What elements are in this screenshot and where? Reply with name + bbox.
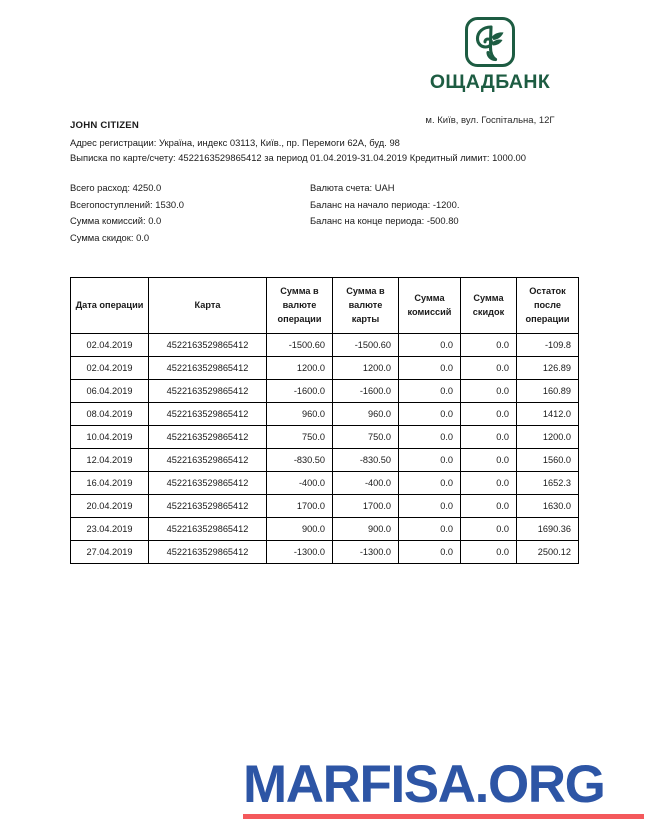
- watermark-text: MARFISA.ORG: [243, 755, 605, 814]
- customer-name: JOHN CITIZEN: [70, 120, 140, 131]
- cell-fee: 0.0: [399, 495, 461, 518]
- column-header-balance-after: Остаток после операции: [517, 278, 579, 334]
- customer-registration-address: Адрес регистрации: Україна, индекс 03113, Київ., пр. Перемоги 62А, буд. 98: [70, 137, 400, 148]
- transactions-table-body: [71, 334, 579, 564]
- cell-card: 4522163529865412: [149, 380, 267, 403]
- cell-balance: -109.8: [517, 334, 579, 357]
- cell-card: 4522163529865412: [149, 518, 267, 541]
- cell-discount: 0.0: [461, 380, 517, 403]
- watermark: [243, 755, 645, 819]
- table-row: [71, 449, 579, 472]
- table-row: [71, 380, 579, 403]
- cell-amount-operation: -1500.60: [267, 334, 333, 357]
- column-header-date: Дата операции: [71, 278, 149, 334]
- cell-fee: 0.0: [399, 426, 461, 449]
- cell-amount-operation: 960.0: [267, 403, 333, 426]
- cell-amount-card: 1700.0: [333, 495, 399, 518]
- table-row: [71, 472, 579, 495]
- column-header-amount-operation-currency: Сумма в валюте операции: [267, 278, 333, 334]
- column-header-amount-card-currency: Сумма в валюте карты: [333, 278, 399, 334]
- table-row: [71, 518, 579, 541]
- column-header-discount: Сумма скидок: [461, 278, 517, 334]
- cell-fee: 0.0: [399, 380, 461, 403]
- bank-address: м. Київ, вул. Госпітальна, 12Г: [425, 115, 555, 126]
- cell-date: 20.04.2019: [71, 495, 149, 518]
- cell-card: 4522163529865412: [149, 449, 267, 472]
- bank-name: ОЩАДБАНК: [429, 71, 551, 93]
- cell-card: 4522163529865412: [149, 426, 267, 449]
- cell-discount: 0.0: [461, 426, 517, 449]
- cell-amount-card: 960.0: [333, 403, 399, 426]
- cell-fee: 0.0: [399, 449, 461, 472]
- table-row: [71, 403, 579, 426]
- cell-date: 23.04.2019: [71, 518, 149, 541]
- cell-amount-operation: 750.0: [267, 426, 333, 449]
- statement-period-line: Выписка по карте/счету: 4522163529865412 за период 01.04.2019-31.04.2019 Кредитный лимит: 1000.00: [70, 152, 526, 164]
- cell-discount: 0.0: [461, 449, 517, 472]
- summary-opening-balance: Баланс на начало периода: -1200.: [310, 198, 460, 210]
- summary-column-right: [310, 180, 590, 247]
- cell-date: 02.04.2019: [71, 357, 149, 380]
- table-header-row: [71, 278, 579, 334]
- cell-fee: 0.0: [399, 518, 461, 541]
- cell-amount-operation: -830.50: [267, 449, 333, 472]
- cell-discount: 0.0: [461, 495, 517, 518]
- cell-fee: 0.0: [399, 472, 461, 495]
- cell-date: 10.04.2019: [71, 426, 149, 449]
- column-header-fee: Сумма комиссий: [399, 278, 461, 334]
- cell-amount-operation: 1700.0: [267, 495, 333, 518]
- cell-amount-operation: -1600.0: [267, 380, 333, 403]
- summary-column-left: [70, 180, 310, 247]
- cell-fee: 0.0: [399, 334, 461, 357]
- cell-date: 02.04.2019: [71, 334, 149, 357]
- cell-date: 12.04.2019: [71, 449, 149, 472]
- cell-discount: 0.0: [461, 334, 517, 357]
- summary-account-currency: Валюта счета: UAH: [310, 182, 395, 193]
- cell-fee: 0.0: [399, 541, 461, 564]
- cell-discount: 0.0: [461, 541, 517, 564]
- cell-balance: 2500.12: [517, 541, 579, 564]
- table-row: [71, 495, 579, 518]
- cell-amount-card: -1500.60: [333, 334, 399, 357]
- cell-amount-operation: 1200.0: [267, 357, 333, 380]
- summary-total-income: Всегопоступлений: 1530.0: [70, 198, 184, 210]
- cell-date: 27.04.2019: [71, 541, 149, 564]
- cell-balance: 1200.0: [517, 426, 579, 449]
- cell-amount-card: -400.0: [333, 472, 399, 495]
- cell-amount-operation: -1300.0: [267, 541, 333, 564]
- cell-amount-card: 1200.0: [333, 357, 399, 380]
- cell-card: 4522163529865412: [149, 357, 267, 380]
- cell-card: 4522163529865412: [149, 495, 267, 518]
- cell-amount-card: -830.50: [333, 449, 399, 472]
- cell-amount-card: -1600.0: [333, 380, 399, 403]
- cell-card: 4522163529865412: [149, 334, 267, 357]
- transactions-table-wrapper: [70, 277, 578, 564]
- cell-balance: 1690.36: [517, 518, 579, 541]
- cell-balance: 160.89: [517, 380, 579, 403]
- table-row: [71, 426, 579, 449]
- table-row: [71, 357, 579, 380]
- summary-closing-balance: Баланс на конце периода: -500.80: [310, 215, 459, 227]
- cell-amount-card: -1300.0: [333, 541, 399, 564]
- cell-card: 4522163529865412: [149, 472, 267, 495]
- summary-total-fees: Сумма комиссий: 0.0: [70, 215, 162, 227]
- oschadbank-leaf-logo-icon: [464, 16, 516, 68]
- cell-card: 4522163529865412: [149, 403, 267, 426]
- customer-header: [70, 120, 590, 165]
- cell-amount-card: 750.0: [333, 426, 399, 449]
- cell-amount-operation: 900.0: [267, 518, 333, 541]
- summary-total-discounts: Сумма скидок: 0.0: [70, 232, 150, 244]
- bank-branding: [390, 16, 590, 93]
- column-header-card: Карта: [149, 278, 267, 334]
- cell-amount-card: 900.0: [333, 518, 399, 541]
- cell-balance: 1560.0: [517, 449, 579, 472]
- summary-total-expense: Всего расход: 4250.0: [70, 182, 162, 193]
- cell-balance: 1412.0: [517, 403, 579, 426]
- cell-discount: 0.0: [461, 403, 517, 426]
- table-row: [71, 334, 579, 357]
- cell-discount: 0.0: [461, 357, 517, 380]
- cell-card: 4522163529865412: [149, 541, 267, 564]
- summary-section: [70, 180, 590, 247]
- cell-balance: 1652.3: [517, 472, 579, 495]
- cell-balance: 126.89: [517, 357, 579, 380]
- cell-date: 08.04.2019: [71, 403, 149, 426]
- transactions-table: [70, 277, 579, 564]
- cell-fee: 0.0: [399, 357, 461, 380]
- cell-amount-operation: -400.0: [267, 472, 333, 495]
- cell-discount: 0.0: [461, 518, 517, 541]
- cell-balance: 1630.0: [517, 495, 579, 518]
- table-row: [71, 541, 579, 564]
- cell-fee: 0.0: [399, 403, 461, 426]
- cell-discount: 0.0: [461, 472, 517, 495]
- cell-date: 06.04.2019: [71, 380, 149, 403]
- cell-date: 16.04.2019: [71, 472, 149, 495]
- watermark-underline: [243, 814, 644, 819]
